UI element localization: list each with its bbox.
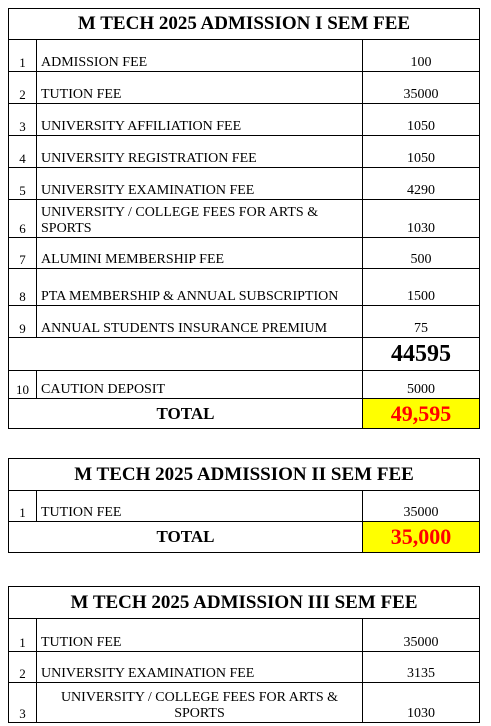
row-number: 9 bbox=[9, 306, 37, 338]
row-number: 2 bbox=[9, 652, 37, 683]
fee-amount: 3135 bbox=[363, 652, 480, 683]
fee-amount: 1030 bbox=[363, 683, 480, 723]
fee-amount: 4290 bbox=[363, 168, 480, 200]
row-number: 6 bbox=[9, 200, 37, 238]
sem3-fee-table bbox=[8, 586, 480, 723]
fee-amount: 1030 bbox=[363, 200, 480, 238]
fee-description: CAUTION DEPOSIT bbox=[37, 371, 363, 399]
fee-amount: 1050 bbox=[363, 104, 480, 136]
row-number: 4 bbox=[9, 136, 37, 168]
fee-description: TUTION FEE bbox=[37, 619, 363, 652]
fee-description: UNIVERSITY EXAMINATION FEE bbox=[37, 652, 363, 683]
row-number: 7 bbox=[9, 238, 37, 269]
table-row bbox=[9, 652, 480, 683]
row-number: 5 bbox=[9, 168, 37, 200]
fee-description: UNIVERSITY / COLLEGE FEES FOR ARTS & SPORTS bbox=[37, 683, 363, 723]
fee-amount: 35000 bbox=[363, 72, 480, 104]
sem1-fee-table bbox=[8, 8, 480, 429]
table-row bbox=[9, 238, 480, 269]
sem2-title: M TECH 2025 ADMISSION II SEM FEE bbox=[9, 459, 480, 491]
total-amount: 35,000 bbox=[363, 522, 480, 553]
fee-amount: 35000 bbox=[363, 619, 480, 652]
table-row bbox=[9, 371, 480, 399]
total-label: TOTAL bbox=[9, 399, 363, 429]
fee-description: UNIVERSITY REGISTRATION FEE bbox=[37, 136, 363, 168]
fee-amount: 35000 bbox=[363, 491, 480, 522]
table-row bbox=[9, 491, 480, 522]
row-number: 3 bbox=[9, 104, 37, 136]
fee-amount: 75 bbox=[363, 306, 480, 338]
fee-description: PTA MEMBERSHIP & ANNUAL SUBSCRIPTION bbox=[37, 269, 363, 306]
fee-description: TUTION FEE bbox=[37, 491, 363, 522]
row-number: 1 bbox=[9, 491, 37, 522]
row-number: 10 bbox=[9, 371, 37, 399]
table-row bbox=[9, 72, 480, 104]
table-row bbox=[9, 40, 480, 72]
table-row bbox=[9, 168, 480, 200]
sem3-title: M TECH 2025 ADMISSION III SEM FEE bbox=[9, 587, 480, 619]
fee-description: ANNUAL STUDENTS INSURANCE PREMIUM bbox=[37, 306, 363, 338]
row-number: 1 bbox=[9, 619, 37, 652]
row-number: 3 bbox=[9, 683, 37, 723]
fee-amount: 1500 bbox=[363, 269, 480, 306]
row-number: 1 bbox=[9, 40, 37, 72]
subtotal-row bbox=[9, 338, 480, 371]
table-row bbox=[9, 619, 480, 652]
fee-description: UNIVERSITY AFFILIATION FEE bbox=[37, 104, 363, 136]
fee-description: UNIVERSITY / COLLEGE FEES FOR ARTS & SPORTS bbox=[37, 200, 363, 238]
row-number: 2 bbox=[9, 72, 37, 104]
table-row bbox=[9, 683, 480, 723]
fee-amount: 1050 bbox=[363, 136, 480, 168]
table-row bbox=[9, 136, 480, 168]
table-row bbox=[9, 200, 480, 238]
total-row bbox=[9, 399, 480, 429]
table-row bbox=[9, 269, 480, 306]
row-number: 8 bbox=[9, 269, 37, 306]
fee-amount: 5000 bbox=[363, 371, 480, 399]
fee-description: UNIVERSITY EXAMINATION FEE bbox=[37, 168, 363, 200]
fee-description: ADMISSION FEE bbox=[37, 40, 363, 72]
total-amount: 49,595 bbox=[363, 399, 480, 429]
fee-description: ALUMINI MEMBERSHIP FEE bbox=[37, 238, 363, 269]
subtotal-amount: 44595 bbox=[363, 338, 480, 371]
sem1-title: M TECH 2025 ADMISSION I SEM FEE bbox=[9, 9, 480, 40]
table-row bbox=[9, 104, 480, 136]
sem2-fee-table bbox=[8, 458, 480, 553]
fee-amount: 500 bbox=[363, 238, 480, 269]
fee-description: TUTION FEE bbox=[37, 72, 363, 104]
fee-amount: 100 bbox=[363, 40, 480, 72]
total-row bbox=[9, 522, 480, 553]
total-label: TOTAL bbox=[9, 522, 363, 553]
table-row bbox=[9, 306, 480, 338]
